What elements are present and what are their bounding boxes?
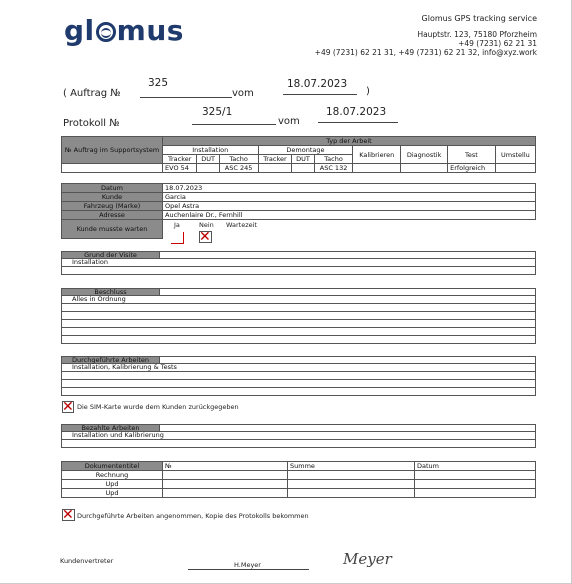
durchgefuehrt-value: Installation, Kalibrierung & Tests [61, 364, 536, 372]
test-value: Erfolgreich [448, 164, 496, 173]
kalibrieren-header: Kalibrieren [353, 146, 401, 164]
adresse-value: Auchenlaire Dr., Fernhill [163, 211, 536, 220]
auftrag-label: ( Auftrag № [63, 88, 121, 99]
support-label: № Auftrag im Supportsystem [62, 137, 163, 164]
doc-date-header: Datum [415, 462, 536, 471]
bezahlt-value: Installation und Kalibrierung [61, 432, 536, 440]
beschluss-section [61, 288, 536, 344]
inst-tracker-value: EVO 54 [163, 164, 197, 173]
dem-tacho-value: ASC 132 [314, 164, 353, 173]
typ-header: Typ der Arbeit [163, 137, 536, 146]
datum-label: Datum [62, 184, 163, 193]
globe-icon [96, 22, 116, 42]
company-logo: gl mus [64, 14, 184, 47]
accept-text: Durchgeführte Arbeiten angenommen, Kopie des Protokolls bekommen [77, 512, 309, 520]
doc-row-title: Rechnung [62, 471, 163, 480]
protokoll-number: 325/1 [202, 106, 233, 118]
adresse-label: Adresse [62, 211, 163, 220]
auftrag-date: 18.07.2023 [287, 78, 348, 90]
beschluss-value: Alles in Ordnung [61, 296, 536, 304]
company-info [315, 14, 537, 57]
grund-section [61, 251, 536, 275]
sim-text: Die SIM-Karte wurde dem Kunden zurückgegeben [77, 403, 239, 411]
dem-dut-col: DUT [292, 155, 314, 164]
inst-dut-col: DUT [197, 155, 219, 164]
ja-checkbox[interactable] [171, 232, 184, 244]
sim-check-icon: ✕ [62, 399, 74, 415]
umstellung-header: Umstellu [495, 146, 535, 164]
nein-check-icon: ✕ [199, 229, 211, 245]
dem-tracker-col: Tracker [258, 155, 292, 164]
bezahlt-label: Bezahlte Arbeiten [61, 424, 160, 432]
company-contact: +49 (7231) 62 21 31, +49 (7231) 62 21 32, info@xyz.work [314, 48, 537, 57]
doc-title-header: Dokumententitel [62, 462, 163, 471]
nein-label: Nein [199, 221, 214, 229]
diagnostik-header: Diagnostik [401, 146, 448, 164]
dem-tacho-col: Tacho [314, 155, 353, 164]
accept-check-icon: ✕ [62, 507, 74, 523]
demontage-header: Demontage [258, 146, 353, 155]
kunde-value: Garcia [163, 193, 536, 202]
company-address: Hauptstr. 123, 75180 Pforzheim [417, 30, 537, 39]
warten-label: Kunde musste warten [62, 220, 163, 239]
beschluss-label: Beschluss [61, 288, 160, 296]
durchgefuehrt-label: Durchgeführte Arbeiten [61, 356, 160, 364]
doc-no-header: № [163, 462, 288, 471]
signature-name: H.Meyer [234, 561, 261, 569]
inst-tracker-col: Tracker [163, 155, 197, 164]
protokoll-date: 18.07.2023 [326, 106, 387, 118]
doc-sum-header: Summe [288, 462, 415, 471]
signature-label: Kundenvertreter [60, 557, 114, 565]
ja-label: Ja [174, 221, 180, 229]
test-header: Test [448, 146, 496, 164]
inst-tacho-value: ASC 245 [219, 164, 258, 173]
vom-label-1: vom [232, 88, 254, 99]
doc-row-title: Upd [62, 489, 163, 498]
doc-row-title: Upd [62, 480, 163, 489]
auftrag-number: 325 [148, 77, 169, 89]
kunde-label: Kunde [62, 193, 163, 202]
wartezeit-label: Wartezeit [226, 221, 257, 229]
close-paren: ) [366, 86, 370, 97]
handwritten-signature: Meyer [343, 550, 392, 568]
installation-header: Installation [163, 146, 259, 155]
fahrzeug-value: Opel Astra [163, 202, 536, 211]
inst-tacho-col: Tacho [219, 155, 258, 164]
company-phone: +49 (7231) 62 21 31 [458, 39, 537, 48]
datum-value: 18.07.2023 [163, 184, 536, 193]
fahrzeug-label: Fahrzeug (Marke) [62, 202, 163, 211]
vom-label-2: vom [278, 116, 300, 127]
company-name: Glomus GPS tracking service [421, 14, 537, 23]
details-table [61, 183, 536, 239]
bezahlt-section [61, 424, 536, 448]
grund-label: Grund der Visite [61, 251, 160, 259]
work-type-table [61, 136, 536, 173]
durchgefuehrt-section [61, 356, 536, 396]
grund-value: Installation [61, 259, 536, 267]
protokoll-label: Protokoll № [63, 118, 120, 129]
documents-table [61, 461, 536, 498]
